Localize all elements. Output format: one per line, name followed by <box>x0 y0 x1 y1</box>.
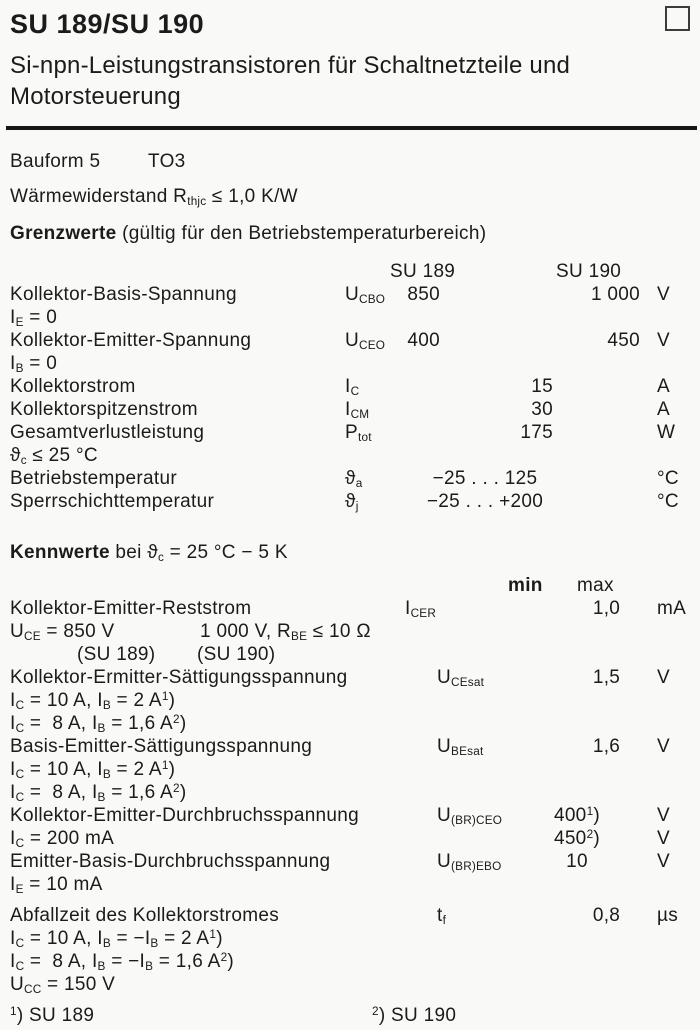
column-header-su189: SU 189 <box>390 261 456 282</box>
condition-text: (SU 189) <box>77 644 156 665</box>
param-unit: V <box>657 851 670 872</box>
condition-text: $I_C = 8$ A, $I_B = 1,6$ $A^2$) <box>10 713 187 735</box>
param-value-su189: 400 <box>407 330 440 351</box>
param-value-range: −25 . . . 125 <box>432 468 538 489</box>
param-symbol: $U_{(BR)CEO}$ <box>437 805 503 827</box>
column-header-su190: SU 190 <box>556 261 622 282</box>
param-unit: V <box>657 828 670 849</box>
condition-row <box>0 352 700 375</box>
param-row <box>0 597 700 620</box>
param-value-su190: 450 <box>607 330 640 351</box>
grenzwerte-heading: Grenzwerte (gültig für den Betriebstemperaturbereich) <box>10 223 487 244</box>
param-value-range: −25 . . . +200 <box>426 491 544 512</box>
param-unit: V <box>657 736 670 757</box>
param-unit: mA <box>657 598 687 619</box>
param-value: 15 <box>531 376 553 397</box>
footnote-su189: $^1$) SU 189 <box>10 1005 95 1026</box>
kennwerte-heading-note: bei $ϑ_c = 25$ °C − 5 K <box>109 542 288 564</box>
param-value: 175 <box>520 422 553 443</box>
condition-row <box>0 620 700 643</box>
condition-text: 1 000 V, $R_{BE} \le 10$ Ω <box>200 621 371 643</box>
param-row <box>0 804 700 827</box>
param-unit: A <box>657 399 670 420</box>
param-unit: A <box>657 376 670 397</box>
condition-row <box>0 927 700 950</box>
column-header-max: max <box>577 575 614 596</box>
param-row <box>0 329 700 352</box>
param-row <box>0 467 700 490</box>
param-row <box>0 666 700 689</box>
param-value-max: 1,5 <box>592 667 621 688</box>
condition-row <box>0 689 700 712</box>
param-label: Emitter-Basis-Durchbruchsspannung <box>10 851 331 872</box>
divider-rule <box>6 126 697 130</box>
condition-row <box>0 306 700 329</box>
condition-row <box>0 973 700 996</box>
condition-text: $I_E = 0$ <box>10 307 58 329</box>
thermal-resistance-row <box>0 185 700 208</box>
condition-text: (SU 190) <box>197 644 276 665</box>
kennwerte-heading-row <box>0 541 700 564</box>
param-symbol: $U_{(BR)EBO}$ <box>437 851 502 873</box>
page-title: SU 189/SU 190 <box>10 9 205 39</box>
param-unit: V <box>657 330 670 351</box>
condition-text: $I_C = 10$ A, $I_B = 2$ $A^1$) <box>10 690 176 712</box>
grenzwerte-heading-row <box>0 222 700 245</box>
bauform-label: Bauform 5 <box>10 151 101 172</box>
condition-text: $I_C = 10$ A, $I_B = 2$ $A^1$) <box>10 759 176 781</box>
param-label: Kollektor-Emitter-Durchbruchsspannung <box>10 805 360 826</box>
param-symbol: $U_{CEO}$ <box>345 330 386 352</box>
param-unit: °C <box>657 491 679 512</box>
kennwerte-heading: Kennwerte bei $ϑ_c = 25$ °C − 5 K <box>10 542 288 564</box>
param-label: Basis-Emitter-Sättigungsspannung <box>10 736 313 757</box>
condition-text: $I_C = 10$ A, $I_B = -I_B = 2$ $A^1$) <box>10 928 223 950</box>
title-bar <box>0 0 700 42</box>
param-label: Sperrschichttemperatur <box>10 491 215 512</box>
param-value-max: 0,8 <box>592 905 621 926</box>
column-header-min: min <box>508 575 543 596</box>
param-row <box>0 398 700 421</box>
param-symbol: $ϑ_j$ <box>345 491 359 513</box>
condition-text: $I_C = 8$ A, $I_B = -I_B = 1,6$ $A^2$) <box>10 951 235 973</box>
condition-text: $ϑ_c \le 25$ °C <box>10 445 98 467</box>
footnote-su190: $^2$) SU 190 <box>372 1005 457 1026</box>
param-symbol: $t_f$ <box>437 905 447 927</box>
param-row <box>0 904 700 927</box>
param-symbol: $I_C$ <box>345 376 360 398</box>
param-unit: V <box>657 284 670 305</box>
param-value-su189: 850 <box>407 284 440 305</box>
param-row <box>0 490 700 513</box>
param-symbol: $I_{CM}$ <box>345 399 370 421</box>
param-label: Kollektor-Emitter-Spannung <box>10 330 252 351</box>
grenzwerte-heading-note: (gültig für den Betriebstemperaturbereich) <box>116 223 487 244</box>
param-label: Kollektorspitzenstrom <box>10 399 198 420</box>
param-label: Kollektor-Emitter-Reststrom <box>10 598 252 619</box>
param-value: 30 <box>531 399 553 420</box>
param-value-max: 1,6 <box>592 736 621 757</box>
footnotes-row <box>0 1004 700 1027</box>
param-row <box>0 283 700 306</box>
param-unit: W <box>657 422 676 443</box>
param-symbol: $U_{CBO}$ <box>345 284 386 306</box>
param-row <box>0 375 700 398</box>
type-column-header-row <box>0 260 700 283</box>
condition-text: $I_B = 0$ <box>10 353 58 375</box>
param-row <box>0 421 700 444</box>
param-row <box>0 850 700 873</box>
condition-row <box>0 950 700 973</box>
param-label: Gesamtverlustleistung <box>10 422 205 443</box>
condition-row <box>0 781 700 804</box>
param-value-min: $400^1$) <box>553 805 601 826</box>
param-symbol: $I_{CER}$ <box>405 598 437 620</box>
package-type: TO3 <box>148 151 186 172</box>
thermal-resistance: Wärmewiderstand $R_{thjc} \le 1,0$ K/W <box>10 186 298 208</box>
param-value-min: 10 <box>566 851 588 872</box>
param-symbol: $ϑ_a$ <box>345 468 363 490</box>
corner-square-icon <box>665 6 690 31</box>
condition-row <box>0 643 700 666</box>
condition-text: $I_C = 200$ mA <box>10 828 115 850</box>
condition-text: $I_E = 10$ mA <box>10 874 103 896</box>
minmax-header-row <box>0 574 700 597</box>
condition-row <box>0 827 700 850</box>
condition-row <box>0 758 700 781</box>
param-label: Kollektor-Basis-Spannung <box>10 284 237 305</box>
condition-row <box>0 873 700 896</box>
param-unit: µs <box>657 905 679 926</box>
param-label: Abfallzeit des Kollektorstromes <box>10 905 280 926</box>
param-value-max: 1,0 <box>592 598 621 619</box>
bauform-row <box>0 150 700 173</box>
page-subtitle: Si-npn-Leistungstransistoren für Schaltnetzteile und Motorsteuerung <box>10 52 571 110</box>
condition-text: $I_C = 8$ A, $I_B = 1,6$ $A^2$) <box>10 782 187 804</box>
param-label: Betriebstemperatur <box>10 468 177 489</box>
param-value-min: $450^2$) <box>553 828 601 849</box>
condition-row <box>0 712 700 735</box>
param-unit: V <box>657 805 670 826</box>
condition-text: $U_{CC} = 150$ V <box>10 974 116 996</box>
param-unit: °C <box>657 468 679 489</box>
param-unit: V <box>657 667 670 688</box>
param-label: Kollektor-Ermitter-Sättigungsspannung <box>10 667 348 688</box>
param-symbol: $P_{tot}$ <box>345 422 372 444</box>
condition-text: $U_{CE} = 850$ V <box>10 621 115 643</box>
condition-row <box>0 444 700 467</box>
param-label: Kollektorstrom <box>10 376 136 397</box>
param-row <box>0 735 700 758</box>
param-symbol: $U_{BEsat}$ <box>437 736 484 758</box>
param-symbol: $U_{CEsat}$ <box>437 667 485 689</box>
param-value-su190: 1 000 <box>590 284 640 305</box>
